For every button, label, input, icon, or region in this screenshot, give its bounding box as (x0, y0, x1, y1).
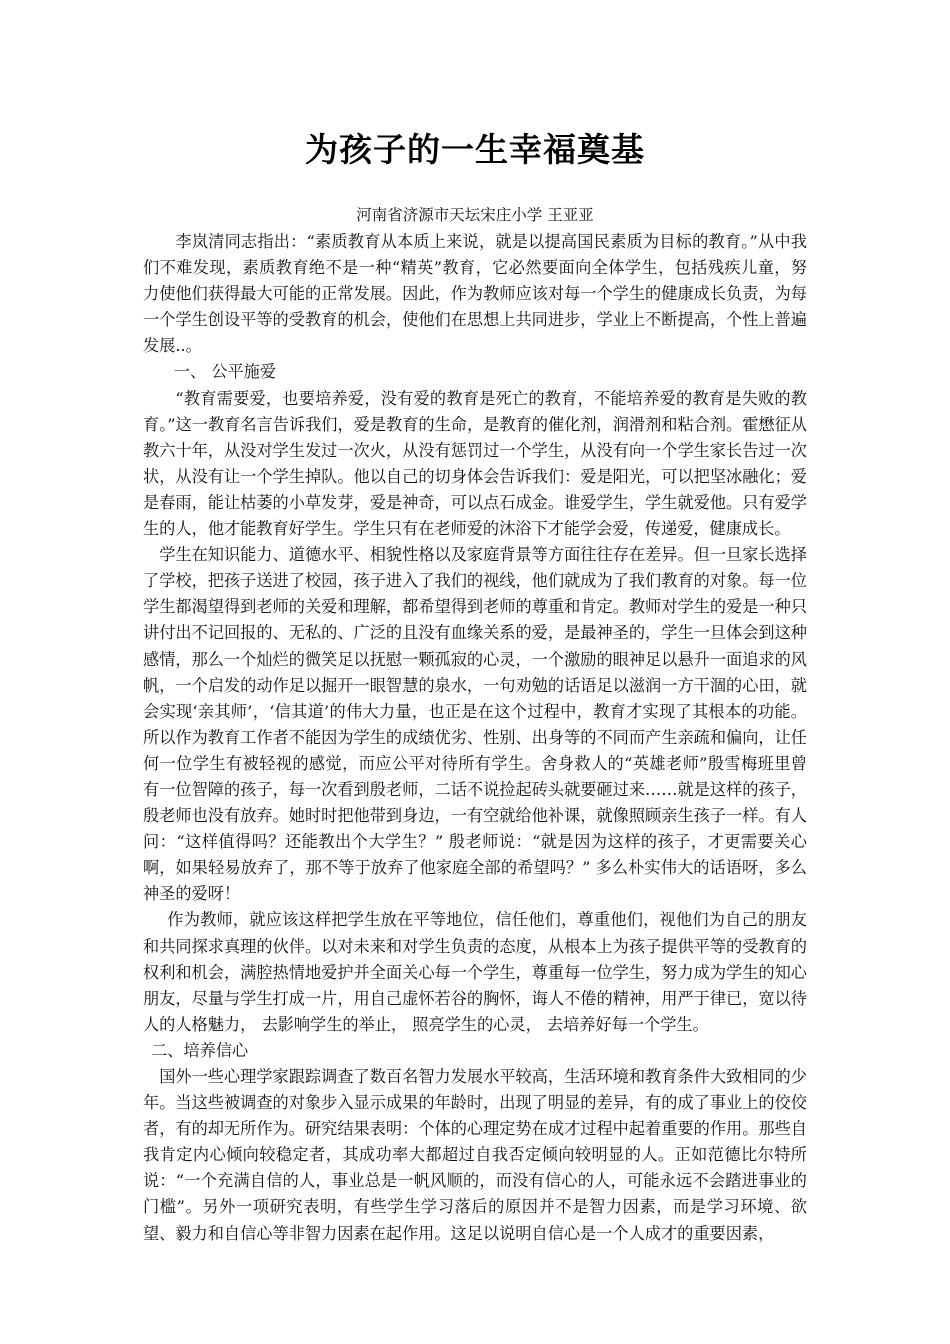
paragraph-student-differences: 学生在知识能力、道德水平、相貌性格以及家庭背景等方面往往存在差异。但一旦家长选择了学校，把孩子送进了校园，孩子进入了我们的视线，他们就成为了我们教育的对象。每一位学生都渴望得到老师的关爱和理解，都希望得到老师的尊重和肯定。教师对学生的爱是一种只讲付出不记回报的、无私的、广泛的且没有血缘关系的爱，是最神圣的，学生一旦体会到这种感情，那么一个灿烂的微笑足以抚慰一颗孤寂的心灵，一个激励的眼神足以悬升一面追求的风帆，一个启发的动作足以掘开一眼智慧的泉水，一句劝勉的话语足以滋润一方干涸的心田，就会实现‘亲其师’，‘信其道’的伟大力量，也正是在这个过程中，教育才实现了其根本的功能。所以作为教育工作者不能因为学生的成绩优劣、性别、出身等的不同而产生亲疏和偏向，让任何一位学生有被轻视的感觉，而应公平对待所有学生。舍身救人的“英雄老师”殷雪梅班里曾有一位智障的孩子，每一次看到殷老师，二话不说捡起砖头就要砸过来……就是这样的孩子，殷老师也没有放弃。她时时把他带到身边，一有空就给他补课，就像照顾亲生孩子一样。有人问：“这样值得吗？还能教出个大学生？” 殷老师说：“就是因为这样的孩子，才更需要关心啊，如果轻易放弃了，那不等于放弃了他家庭全部的希望吗？” 多么朴实伟大的话语呀，多么神圣的爱呀！ (143, 545, 807, 904)
paragraph-intro: 李岚清同志指出：“素质教育从本质上来说，就是以提高国民素质为目标的教育。”从中我们不难发现，素质教育绝不是一种“精英”教育，它必然要面向全体学生，包括残疾儿童，努力使他们获得最大可能的正常发展。因此，作为教师应该对每一个学生的健康成长负责，为每一个学生创设平等的受教育的机会，使他们在思想上共同进步，学业上不断提高，个性上普遍发展..。 (143, 232, 807, 356)
section-heading-2: 二、培养信心 (151, 1040, 249, 1060)
document-body (143, 229, 807, 1247)
section-heading-1: 一、 公平施爱 (173, 362, 277, 382)
document-title: 为孩子的一生幸福奠基 (305, 130, 645, 169)
author-line: 河南省济源市天坛宋庄小学 王亚亚 (356, 206, 594, 224)
paragraph-confidence: 国外一些心理学家跟踪调查了数百名智力发展水平较高，生活环境和教育条件大致相同的少年。当这些被调查的对象步入显示成果的年龄时，出现了明显的差异，有的成了事业上的佼佼者，有的却无所作为。研究结果表明：个体的心理定势在成才过程中起着重要的作用。那些自我肯定内心倾向较稳定者，其成功率大都超过自我否定倾向较明显的人。正如范德比尔特所说：“一个充满自信的人，事业总是一帆风顺的，而没有信心的人，可能永远不会踏进事业的门槛”。另外一项研究表明，有些学生学习落后的原因并不是智力因素，而是学习环境、欲望、毅力和自信心等非智力因素在起作用。这足以说明自信心是一个人成才的重要因素， (143, 1067, 807, 1243)
paragraph-teacher-role: 作为教师，就应该这样把学生放在平等地位，信任他们，尊重他们，视他们为自己的朋友和共同探求真理的伙伴。以对未来和对学生负责的态度，从根本上为孩子提供平等的受教育的权利和机会，满腔热情地爱护并全面关心每一个学生，尊重每一位学生，努力成为学生的知心朋友，尽量与学生打成一片，用自己虚怀若谷的胸怀，诲人不倦的精神，用严于律已，宽以待人的人格魅力， 去影响学生的举止， 照亮学生的心灵， 去培养好每一个学生。 (143, 910, 807, 1034)
paragraph-love-quote: “教育需要爱，也要培养爱，没有爱的教育是死亡的教育，不能培养爱的教育是失败的教育。”这一教育名言告诉我们，爱是教育的生命，是教育的催化剂，润滑剂和粘合剂。霍懋征从教六十年，从没对学生发过一次火，从没有惩罚过一个学生，从没有向一个学生家长告过一次状，从没有让一个学生掉队。他以自己的切身体会告诉我们：爱是阳光，可以把坚冰融化；爱是春雨，能让枯萎的小草发芽，爱是神奇，可以点石成金。谁爱学生，学生就爱他。只有爱学生的人，他才能教育好学生。学生只有在老师爱的沐浴下才能学会爱，传递爱，健康成长。 (143, 388, 807, 539)
